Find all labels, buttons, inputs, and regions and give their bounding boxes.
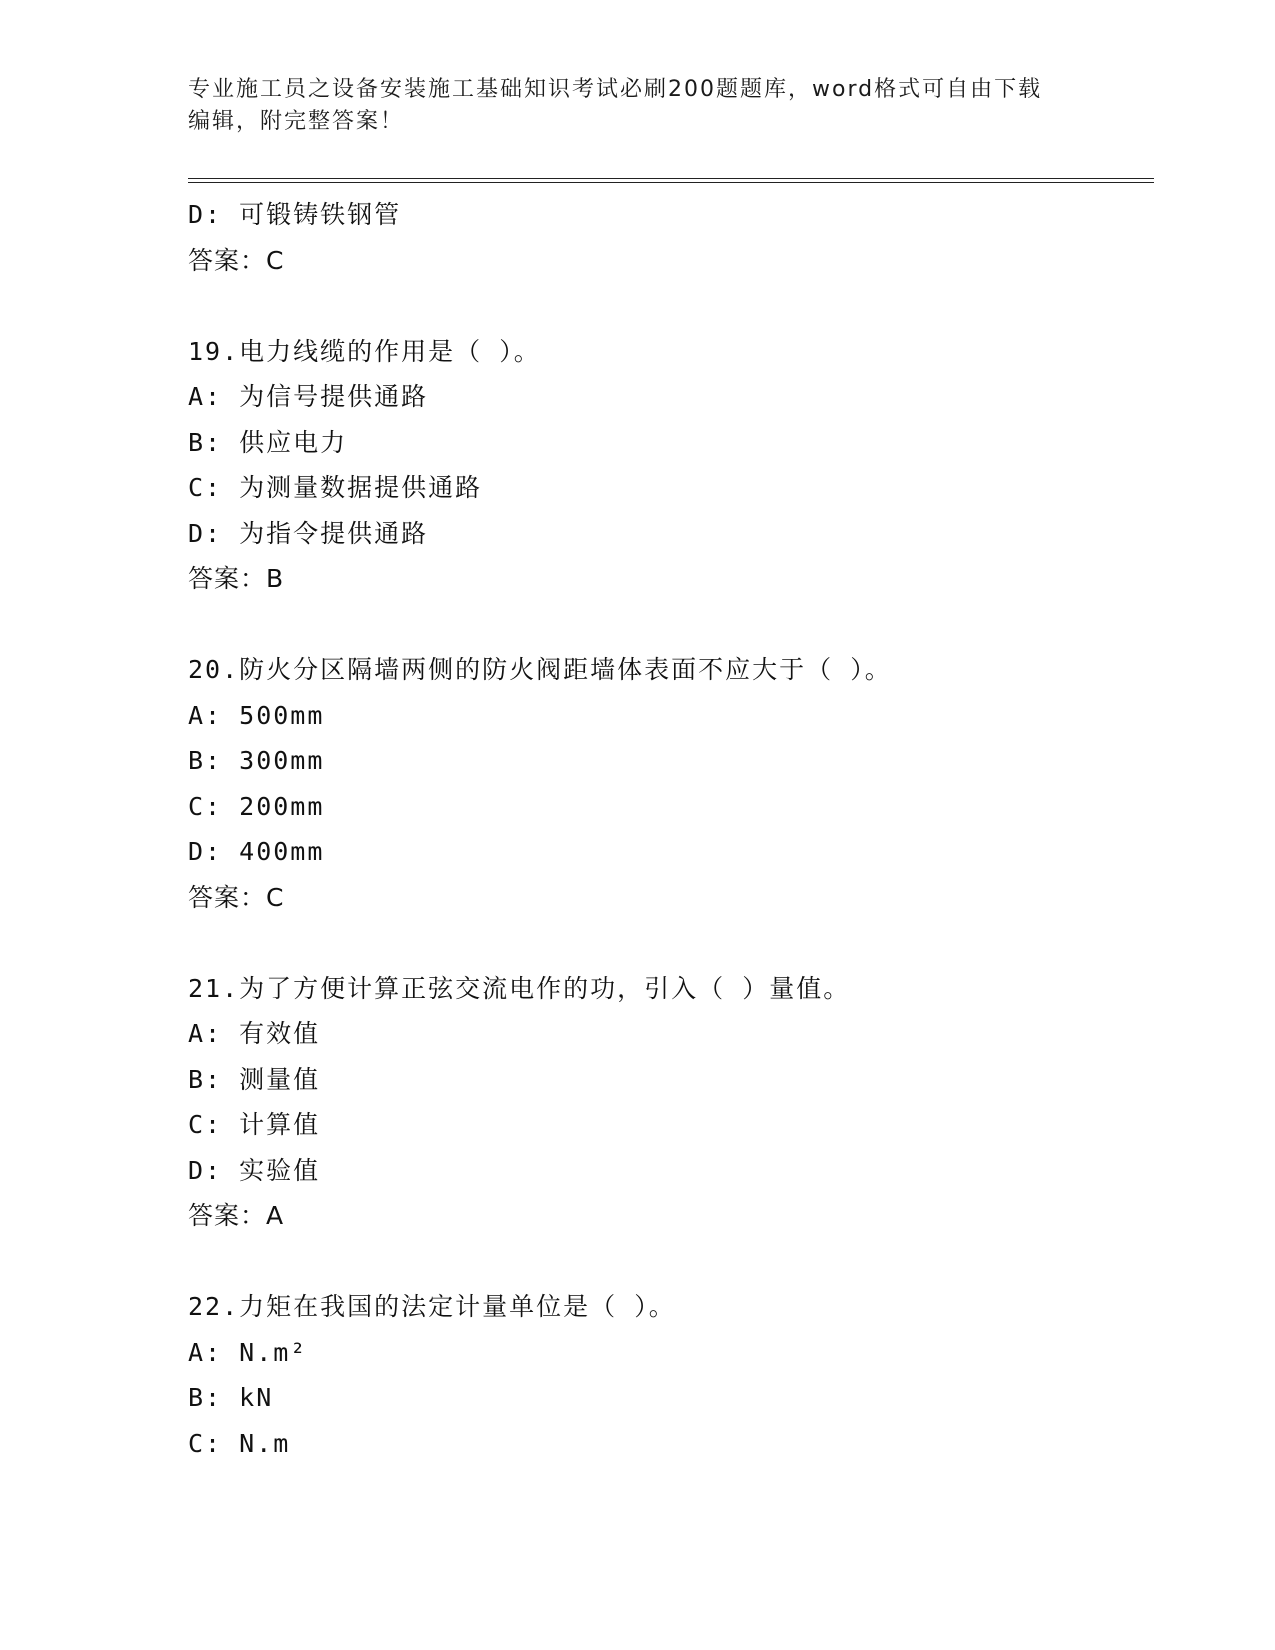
option-a: A: N.m² (188, 1337, 308, 1367)
question-stem: 20.防火分区隔墙两侧的防火阀距墙体表面不应大于（ ）。 (188, 655, 892, 684)
option-d: D: 400mm (188, 837, 325, 866)
option-a: A: 为信号提供通路 (188, 382, 429, 411)
option-d: D: 实验值 (188, 1155, 321, 1185)
option-c: C: 计算值 (188, 1110, 321, 1139)
question-answer: 答案：A (188, 1201, 285, 1230)
question-19 (188, 329, 1154, 602)
question-22 (188, 1284, 1154, 1466)
header-title-line-2: 编辑，附完整答案！ (188, 109, 405, 134)
question-21 (188, 966, 1154, 1239)
option-b: B: 供应电力 (188, 427, 348, 457)
document-header (188, 74, 1068, 138)
option-a: A: 500mm (188, 700, 325, 730)
spacer (188, 283, 1154, 329)
spacer (188, 920, 1154, 966)
previous-question-option-d: D: 可锻铸铁钢管 (188, 200, 402, 229)
question-list (188, 192, 1154, 1466)
question-answer: 答案：C (188, 882, 285, 912)
question-stem: 21.为了方便计算正弦交流电作的功，引入（ ）量值。 (188, 973, 851, 1003)
question-stem: 19.电力线缆的作用是（ ）。 (188, 336, 541, 366)
header-title-line-1: 专业施工员之设备安装施工基础知识考试必刷200题题库，word格式可自由下载 (188, 77, 1043, 102)
option-d: D: 为指令提供通路 (188, 518, 429, 548)
option-c: C: N.m (188, 1428, 291, 1458)
option-b: B: kN (188, 1383, 274, 1412)
option-b: B: 300mm (188, 746, 325, 775)
header-divider (188, 178, 1154, 183)
option-b: B: 测量值 (188, 1064, 321, 1094)
option-c: C: 为测量数据提供通路 (188, 473, 483, 502)
option-a: A: 有效值 (188, 1019, 321, 1048)
option-c: C: 200mm (188, 791, 325, 821)
question-20 (188, 647, 1154, 920)
spacer (188, 602, 1154, 648)
spacer (188, 1239, 1154, 1285)
question-answer: 答案：B (188, 564, 285, 593)
previous-question-answer: 答案：C (188, 245, 285, 275)
question-stem: 22.力矩在我国的法定计量单位是（ ）。 (188, 1292, 676, 1321)
